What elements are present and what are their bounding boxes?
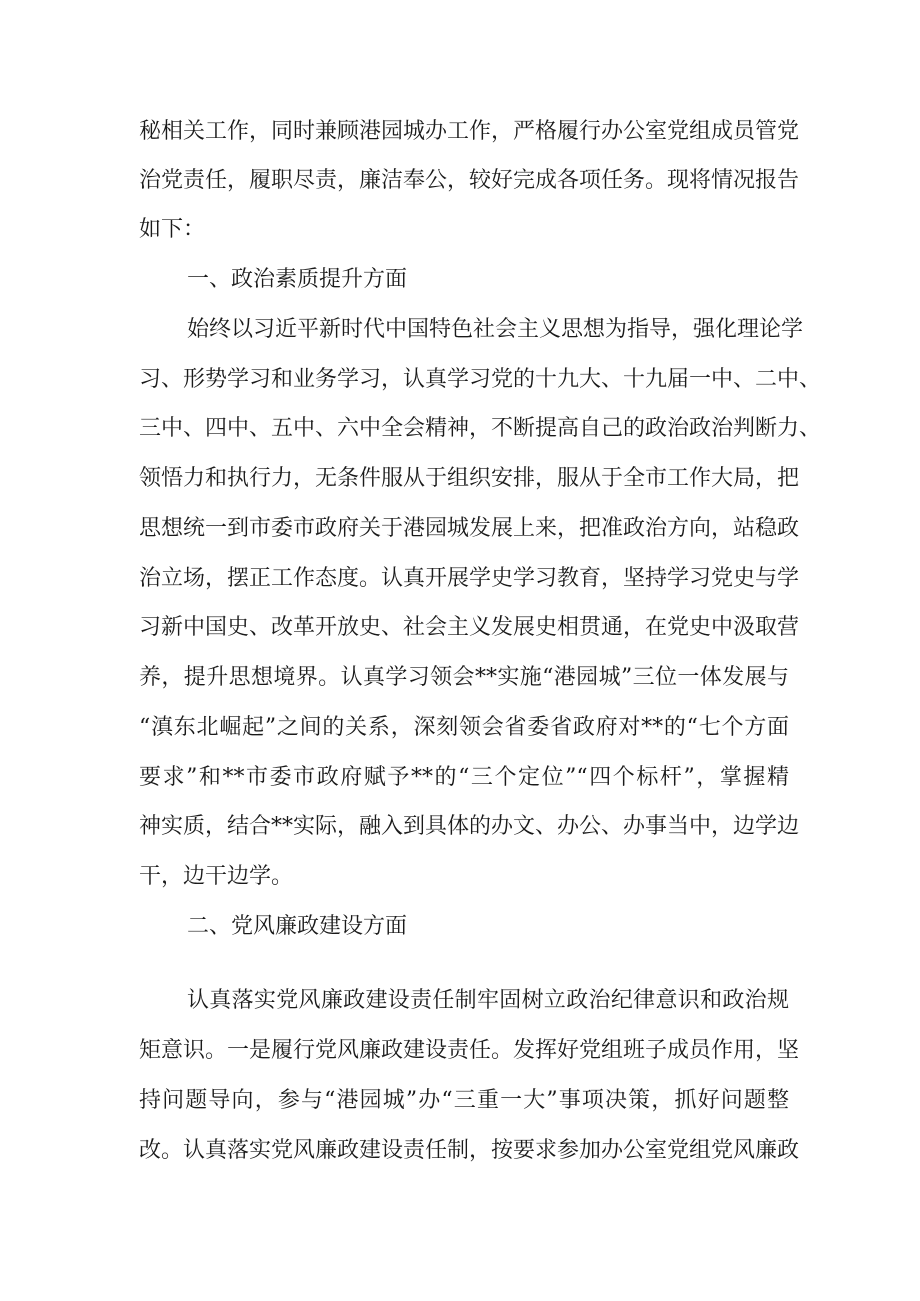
section1-line-4: 领悟力和执行力，无条件服从于组织安排，服从于全市工作大局，把	[139, 466, 800, 491]
section1-line-9: “滇东北崛起”之间的关系，深刻领会省委省政府对**的“七个方面	[139, 715, 789, 740]
section2-line-1: 认真落实党风廉政建设责任制牢固树立政治纪律意识和政治规	[187, 988, 789, 1013]
section1-line-7: 习新中国史、改革开放史、社会主义发展史相贯通，在党史中汲取营	[139, 615, 800, 640]
section2-heading: 二、党风廉政建设方面	[187, 914, 408, 939]
section2-line-2: 矩意识。一是履行党风廉政建设责任。发挥好党组班子成员作用，坚	[139, 1038, 800, 1063]
section1-line-5: 思想统一到市委市政府关于港园城发展上来，把准政治方向，站稳政	[139, 516, 800, 541]
section1-line-3: 三中、四中、五中、六中全会精神，不断提高自己的政治政治判断力、	[139, 416, 822, 441]
section1-line-1: 始终以习近平新时代中国特色社会主义思想为指导，强化理论学	[187, 317, 804, 342]
intro-line-2: 治党责任，履职尽责，廉洁奉公，较好完成各项任务。现将情况报告	[139, 168, 800, 193]
section1-line-2: 习、形势学习和业务学习，认真学习党的十九大、十九届一中、二中、	[139, 367, 822, 392]
intro-line-1: 秘相关工作，同时兼顾港园城办工作，严格履行办公室党组成员管党	[139, 119, 800, 144]
section2-line-3: 持问题导向，参与“港园城”办“三重一大”事项决策，抓好问题整	[139, 1088, 789, 1113]
section2-line-4: 改。认真落实党风廉政建设责任制，按要求参加办公室党组党风廉政	[139, 1138, 800, 1163]
section1-line-6: 治立场，摆正工作态度。认真开展学史学习教育，坚持学习党史与学	[139, 566, 800, 591]
intro-line-3: 如下：	[139, 217, 206, 242]
section1-line-11: 神实质，结合**实际，融入到具体的办文、办公、办事当中，边学边	[139, 814, 800, 839]
section1-line-10: 要求”和**市委市政府赋予**的“三个定位”“四个标杆”，掌握精	[139, 765, 789, 790]
section1-line-12: 干，边干边学。	[139, 864, 294, 889]
section1-line-8: 养，提升思想境界。认真学习领会**实施“港园城”三位一体发展与	[139, 665, 789, 690]
section1-heading: 一、政治素质提升方面	[187, 267, 408, 292]
